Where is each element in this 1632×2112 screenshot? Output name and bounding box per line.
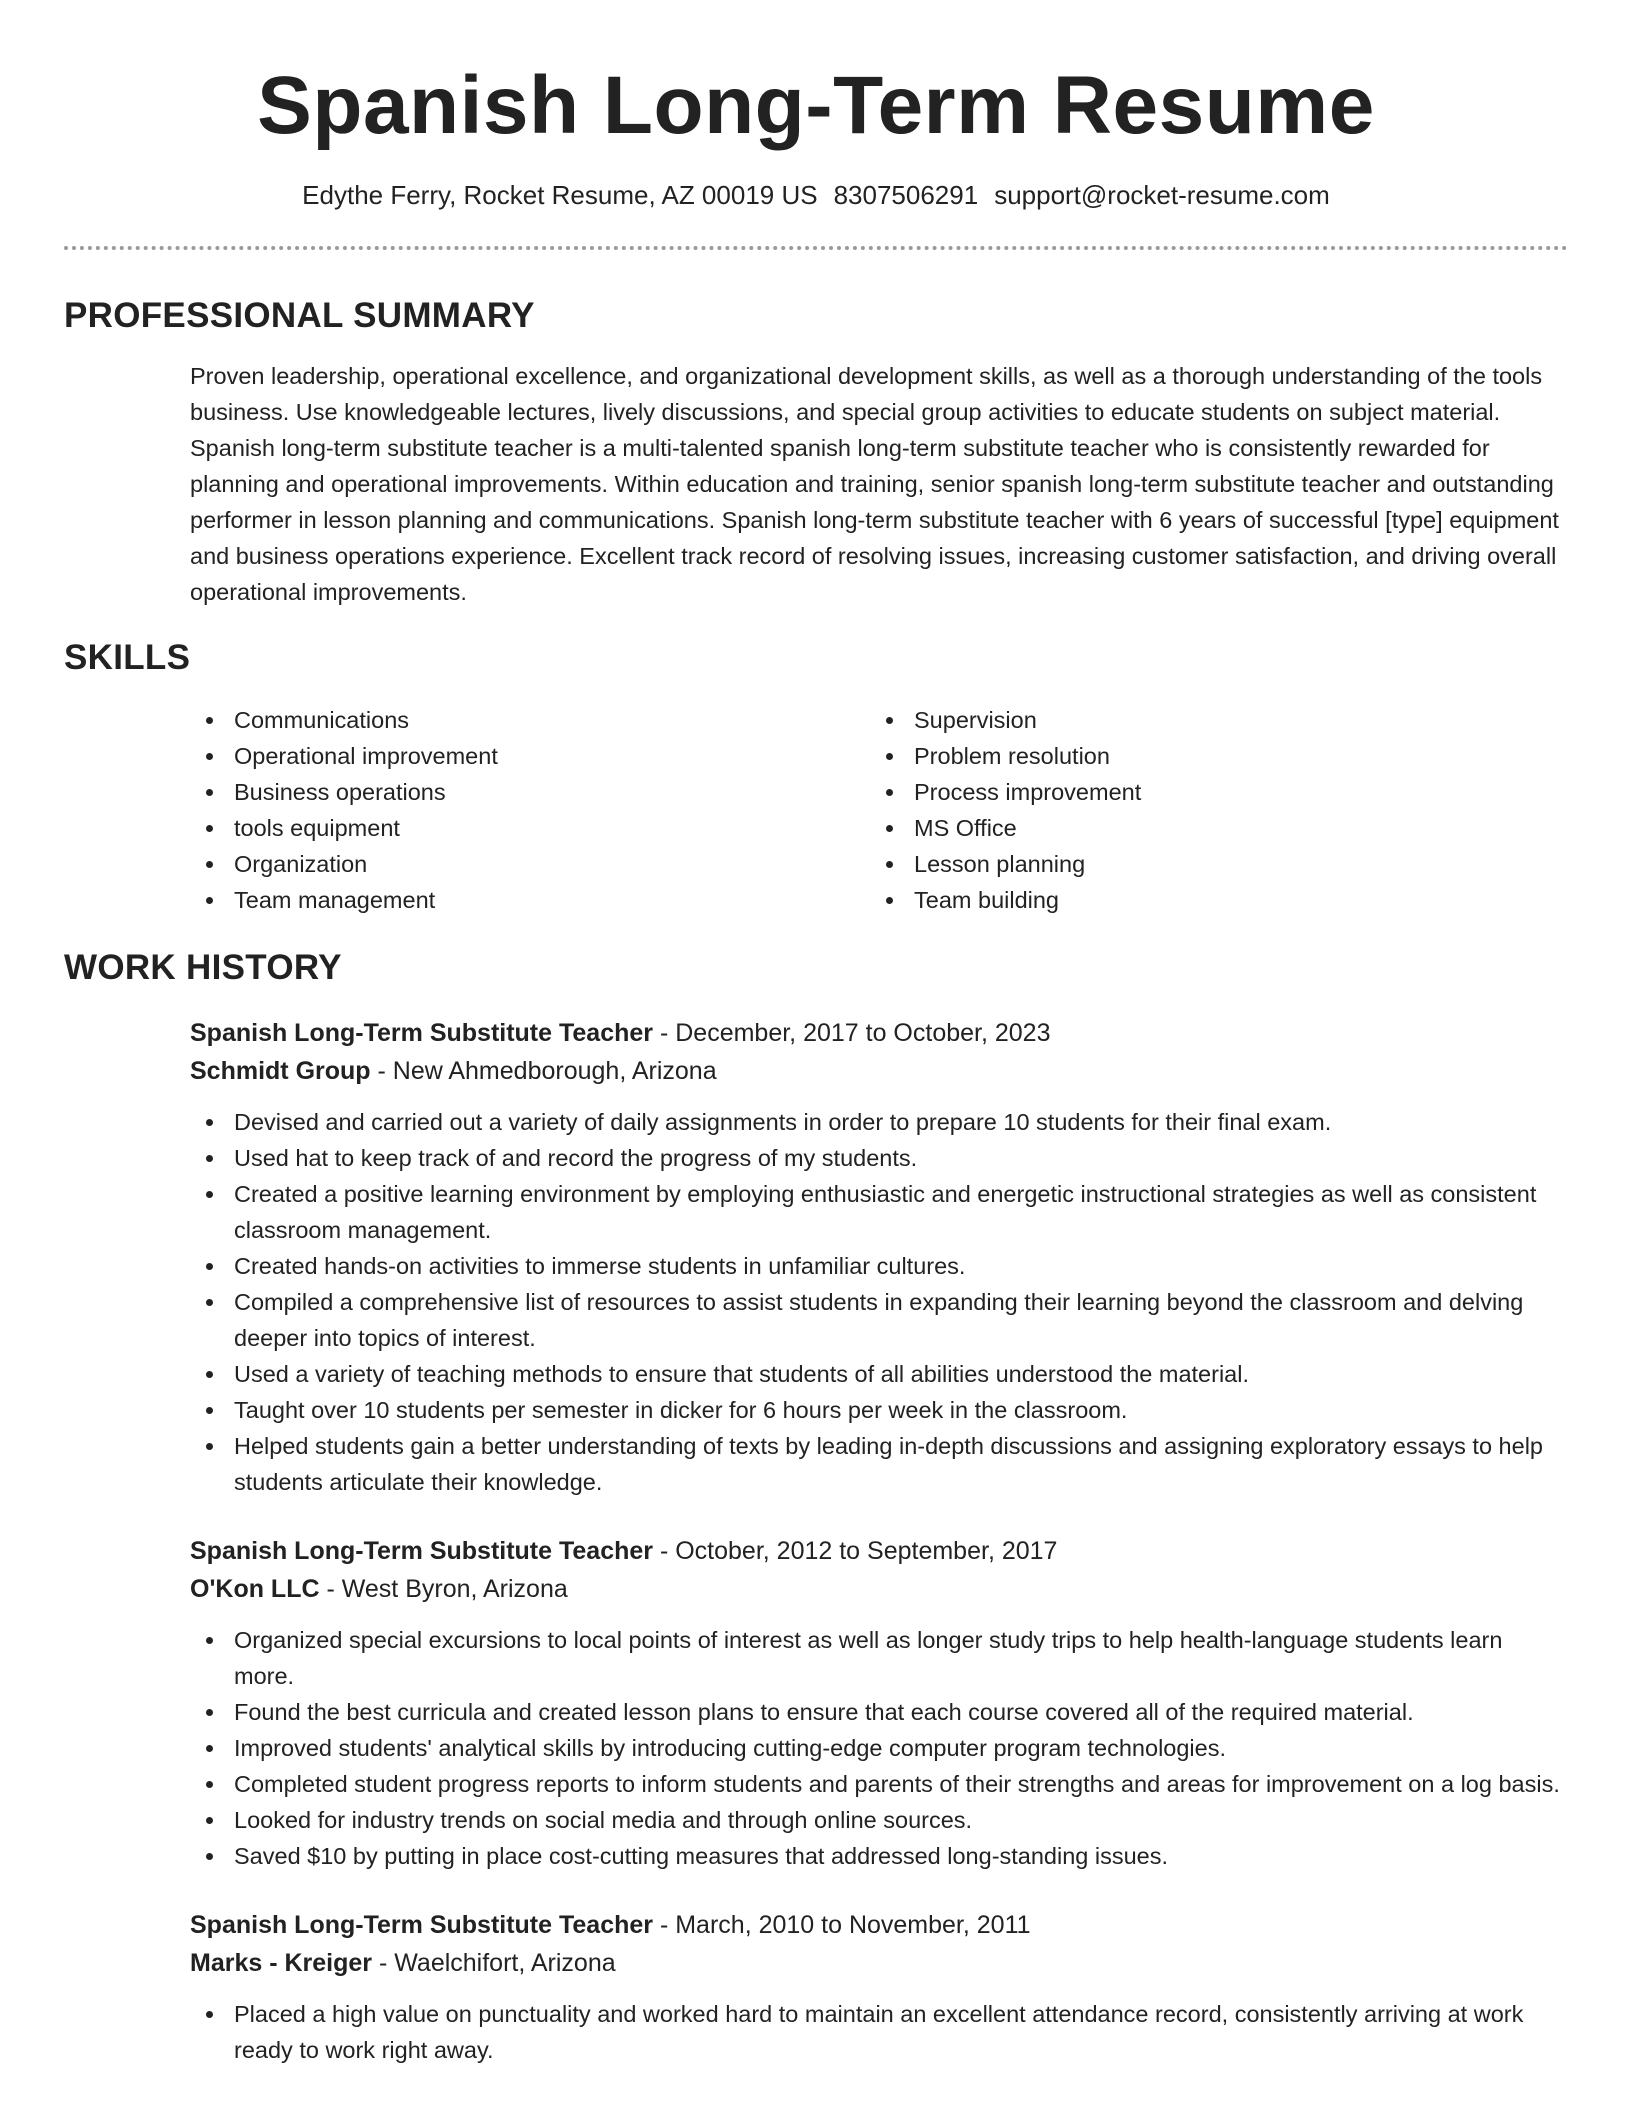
skill-item: MS Office (870, 810, 1550, 846)
job-company: Marks - Kreiger (190, 1949, 373, 1977)
job-bullet: Completed student progress reports to inform students and parents of their strengths and areas for improvement on a log basis. (190, 1766, 1564, 1802)
skill-item: Team building (870, 882, 1550, 918)
job-dates: - October, 2012 to September, 2017 (653, 1537, 1058, 1565)
contact-phone: 8307506291 (833, 180, 979, 210)
summary-heading: PROFESSIONAL SUMMARY (64, 296, 535, 335)
work-history-heading: WORK HISTORY (64, 948, 342, 987)
header-divider (64, 246, 1568, 250)
resume-title: Spanish Long-Term Resume (257, 60, 1375, 151)
contact-email: support@rocket-resume.com (994, 180, 1330, 210)
skill-item: Communications (190, 702, 870, 738)
job-location: - West Byron, Arizona (319, 1575, 568, 1603)
job-bullet: Placed a high value on punctuality and worked hard to maintain an excellent attendance record, consistently arriving at work ready to work right away. (190, 1996, 1564, 2068)
skills-column-left (190, 702, 870, 918)
job-bullet: Created hands-on activities to immerse students in unfamiliar cultures. (190, 1248, 1564, 1284)
job-bullet: Saved $10 by putting in place cost-cutting measures that addressed long-standing issues. (190, 1838, 1564, 1874)
job-company: Schmidt Group (190, 1057, 371, 1085)
skills-heading: SKILLS (64, 638, 191, 677)
job-location: - Waelchifort, Arizona (372, 1949, 616, 1977)
job-bullets (190, 1104, 1564, 1500)
job-title: Spanish Long-Term Substitute Teacher (190, 1911, 654, 1939)
job-bullets (190, 1996, 1564, 2068)
summary-text: Proven leadership, operational excellence, and organizational development skills, as well as a thorough understanding of the tools business. Use knowledgeable lectures, lively discussions, and special group activities to educate students on subject material. Spanish long-term substitute teacher is a multi-talented spanish long-term substitute teacher who is consistently rewarded for planning and operational improvements. Within education and training, senior spanish long-term substitute teacher and outstanding performer in lesson planning and communications. Spanish long-term substitute teacher with 6 years of successful [type] equipment and business operations experience. Excellent track record of resolving issues, increasing customer satisfaction, and driving overall operational improvements. (190, 363, 1559, 605)
contact-address: Edythe Ferry, Rocket Resume, AZ 00019 US (302, 180, 818, 210)
skill-item: Lesson planning (870, 846, 1550, 882)
skill-item: Business operations (190, 774, 870, 810)
job-bullets (190, 1622, 1564, 1874)
skills-column-right (870, 702, 1550, 918)
job-company: O'Kon LLC (190, 1575, 320, 1603)
job-entry (190, 1906, 1564, 2068)
skill-item: Organization (190, 846, 870, 882)
job-bullet: Used a variety of teaching methods to ensure that students of all abilities understood the material. (190, 1356, 1564, 1392)
job-dates: - March, 2010 to November, 2011 (653, 1911, 1031, 1939)
skill-item: Team management (190, 882, 870, 918)
job-bullet: Devised and carried out a variety of daily assignments in order to prepare 10 students for their final exam. (190, 1104, 1564, 1140)
job-bullet: Helped students gain a better understanding of texts by leading in-depth discussions and assigning exploratory essays to help students articulate their knowledge. (190, 1428, 1564, 1500)
job-title-line (190, 1906, 1564, 1944)
job-bullet: Found the best curricula and created lesson plans to ensure that each course covered all of the required material. (190, 1694, 1564, 1730)
skill-item: Supervision (870, 702, 1550, 738)
job-bullet: Used hat to keep track of and record the progress of my students. (190, 1140, 1564, 1176)
skill-item: Problem resolution (870, 738, 1550, 774)
job-title-line (190, 1532, 1564, 1570)
job-entry (190, 1532, 1564, 1874)
job-title-line (190, 1014, 1564, 1052)
job-entry (190, 1014, 1564, 1500)
job-company-line (190, 1944, 1564, 1982)
job-title: Spanish Long-Term Substitute Teacher (190, 1537, 654, 1565)
skills-list (190, 702, 1564, 918)
job-location: - New Ahmedborough, Arizona (370, 1057, 717, 1085)
job-bullet: Looked for industry trends on social media and through online sources. (190, 1802, 1564, 1838)
skill-item: tools equipment (190, 810, 870, 846)
job-bullet: Organized special excursions to local points of interest as well as longer study trips to help health-language students learn more. (190, 1622, 1564, 1694)
skill-item: Process improvement (870, 774, 1550, 810)
job-dates: - December, 2017 to October, 2023 (653, 1019, 1051, 1047)
job-title: Spanish Long-Term Substitute Teacher (190, 1019, 654, 1047)
job-bullet: Created a positive learning environment by employing enthusiastic and energetic instructional strategies as well as consistent classroom management. (190, 1176, 1564, 1248)
job-company-line (190, 1052, 1564, 1090)
contact-line (64, 178, 1568, 212)
resume-page (64, 0, 1568, 2068)
job-bullet: Taught over 10 students per semester in dicker for 6 hours per week in the classroom. (190, 1392, 1564, 1428)
job-company-line (190, 1570, 1564, 1608)
job-bullet: Compiled a comprehensive list of resources to assist students in expanding their learning beyond the classroom and delving deeper into topics of interest. (190, 1284, 1564, 1356)
job-bullet: Improved students' analytical skills by introducing cutting-edge computer program technologies. (190, 1730, 1564, 1766)
skill-item: Operational improvement (190, 738, 870, 774)
